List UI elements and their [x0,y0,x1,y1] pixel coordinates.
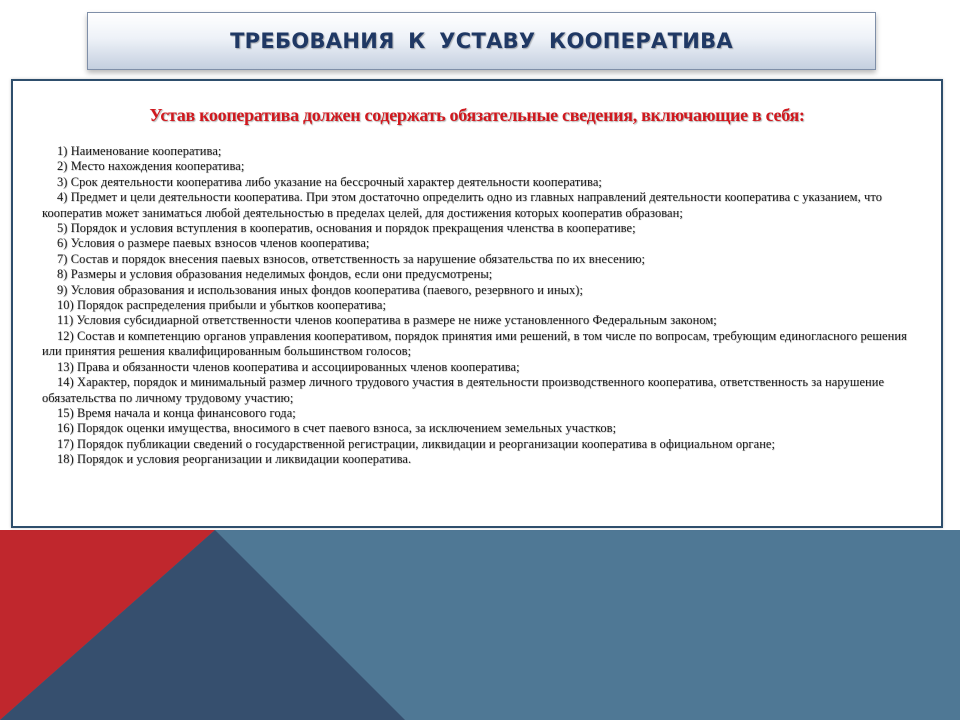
list-item: 16) Порядок оценки имущества, вносимого в счет паевого взноса, за исключением земельных участков; [57,421,617,436]
list-item: 6) Условия о размере паевых взносов членов кооператива; [57,236,370,251]
list-item: 14) Характер, порядок и минимальный размер личного трудового участия в деятельности производственного кооператива, ответственность за нарушение обязательства по личному трудовому участию; [42,375,885,405]
list-item: 7) Состав и порядок внесения паевых взносов, ответственность за нарушение обязательства по их внесению; [57,251,646,266]
list-item: 17) Порядок публикации сведений о государственной регистрации, ликвидации и реорганизации кооператива в официальном органе; [57,436,776,451]
list-item: 4) Предмет и цели деятельности кооператива. При этом достаточно определить одно из главных направлений деятельности кооператива с указанием, что кооператив может заниматься любой деятельностью в пределах целей, для достижения которых кооператив образован; [42,190,882,220]
title-banner [87,12,876,70]
list-item: 12) Состав и компетенцию органов управления кооперативом, порядок принятия ими решений, в том числе по вопросам, требующим единогласного решения или принятия решения квалифицированным большинством голосов; [42,328,907,359]
list-item: 1) Наименование кооператива; [57,144,222,158]
list-item: 3) Срок деятельности кооператива либо указание на бессрочный характер деятельности кооператива; [57,174,602,189]
content-frame [11,79,943,528]
requirements-list [13,144,941,468]
list-item: 10) Порядок распределения прибыли и убытков кооператива; [57,298,387,313]
intro-heading: Устав кооператива должен содержать обязательные сведения, включающие в себя: [149,105,805,125]
page-title: ТРЕБОВАНИЯ К УСТАВУ КООПЕРАТИВА [230,29,733,53]
list-item: 9) Условия образования и использования иных фондов кооператива (паевого, резервного и иных); [57,282,584,297]
list-item: 5) Порядок и условия вступления в кооператив, основания и порядок прекращения членства в кооперативе; [57,221,636,236]
list-item: 2) Место нахождения кооператива; [57,159,245,174]
list-item: 13) Права и обязанности членов кооператива и ассоциированных членов кооператива; [57,359,520,374]
list-item: 8) Размеры и условия образования неделимых фондов, если они предусмотрены; [57,267,493,282]
list-item: 15) Время начала и конца финансового года; [57,405,296,420]
list-item: 18) Порядок и условия реорганизации и ликвидации кооператива. [57,452,412,467]
list-item: 11) Условия субсидиарной ответственности членов кооператива в размере не ниже установленного Федеральным законом; [57,313,717,328]
